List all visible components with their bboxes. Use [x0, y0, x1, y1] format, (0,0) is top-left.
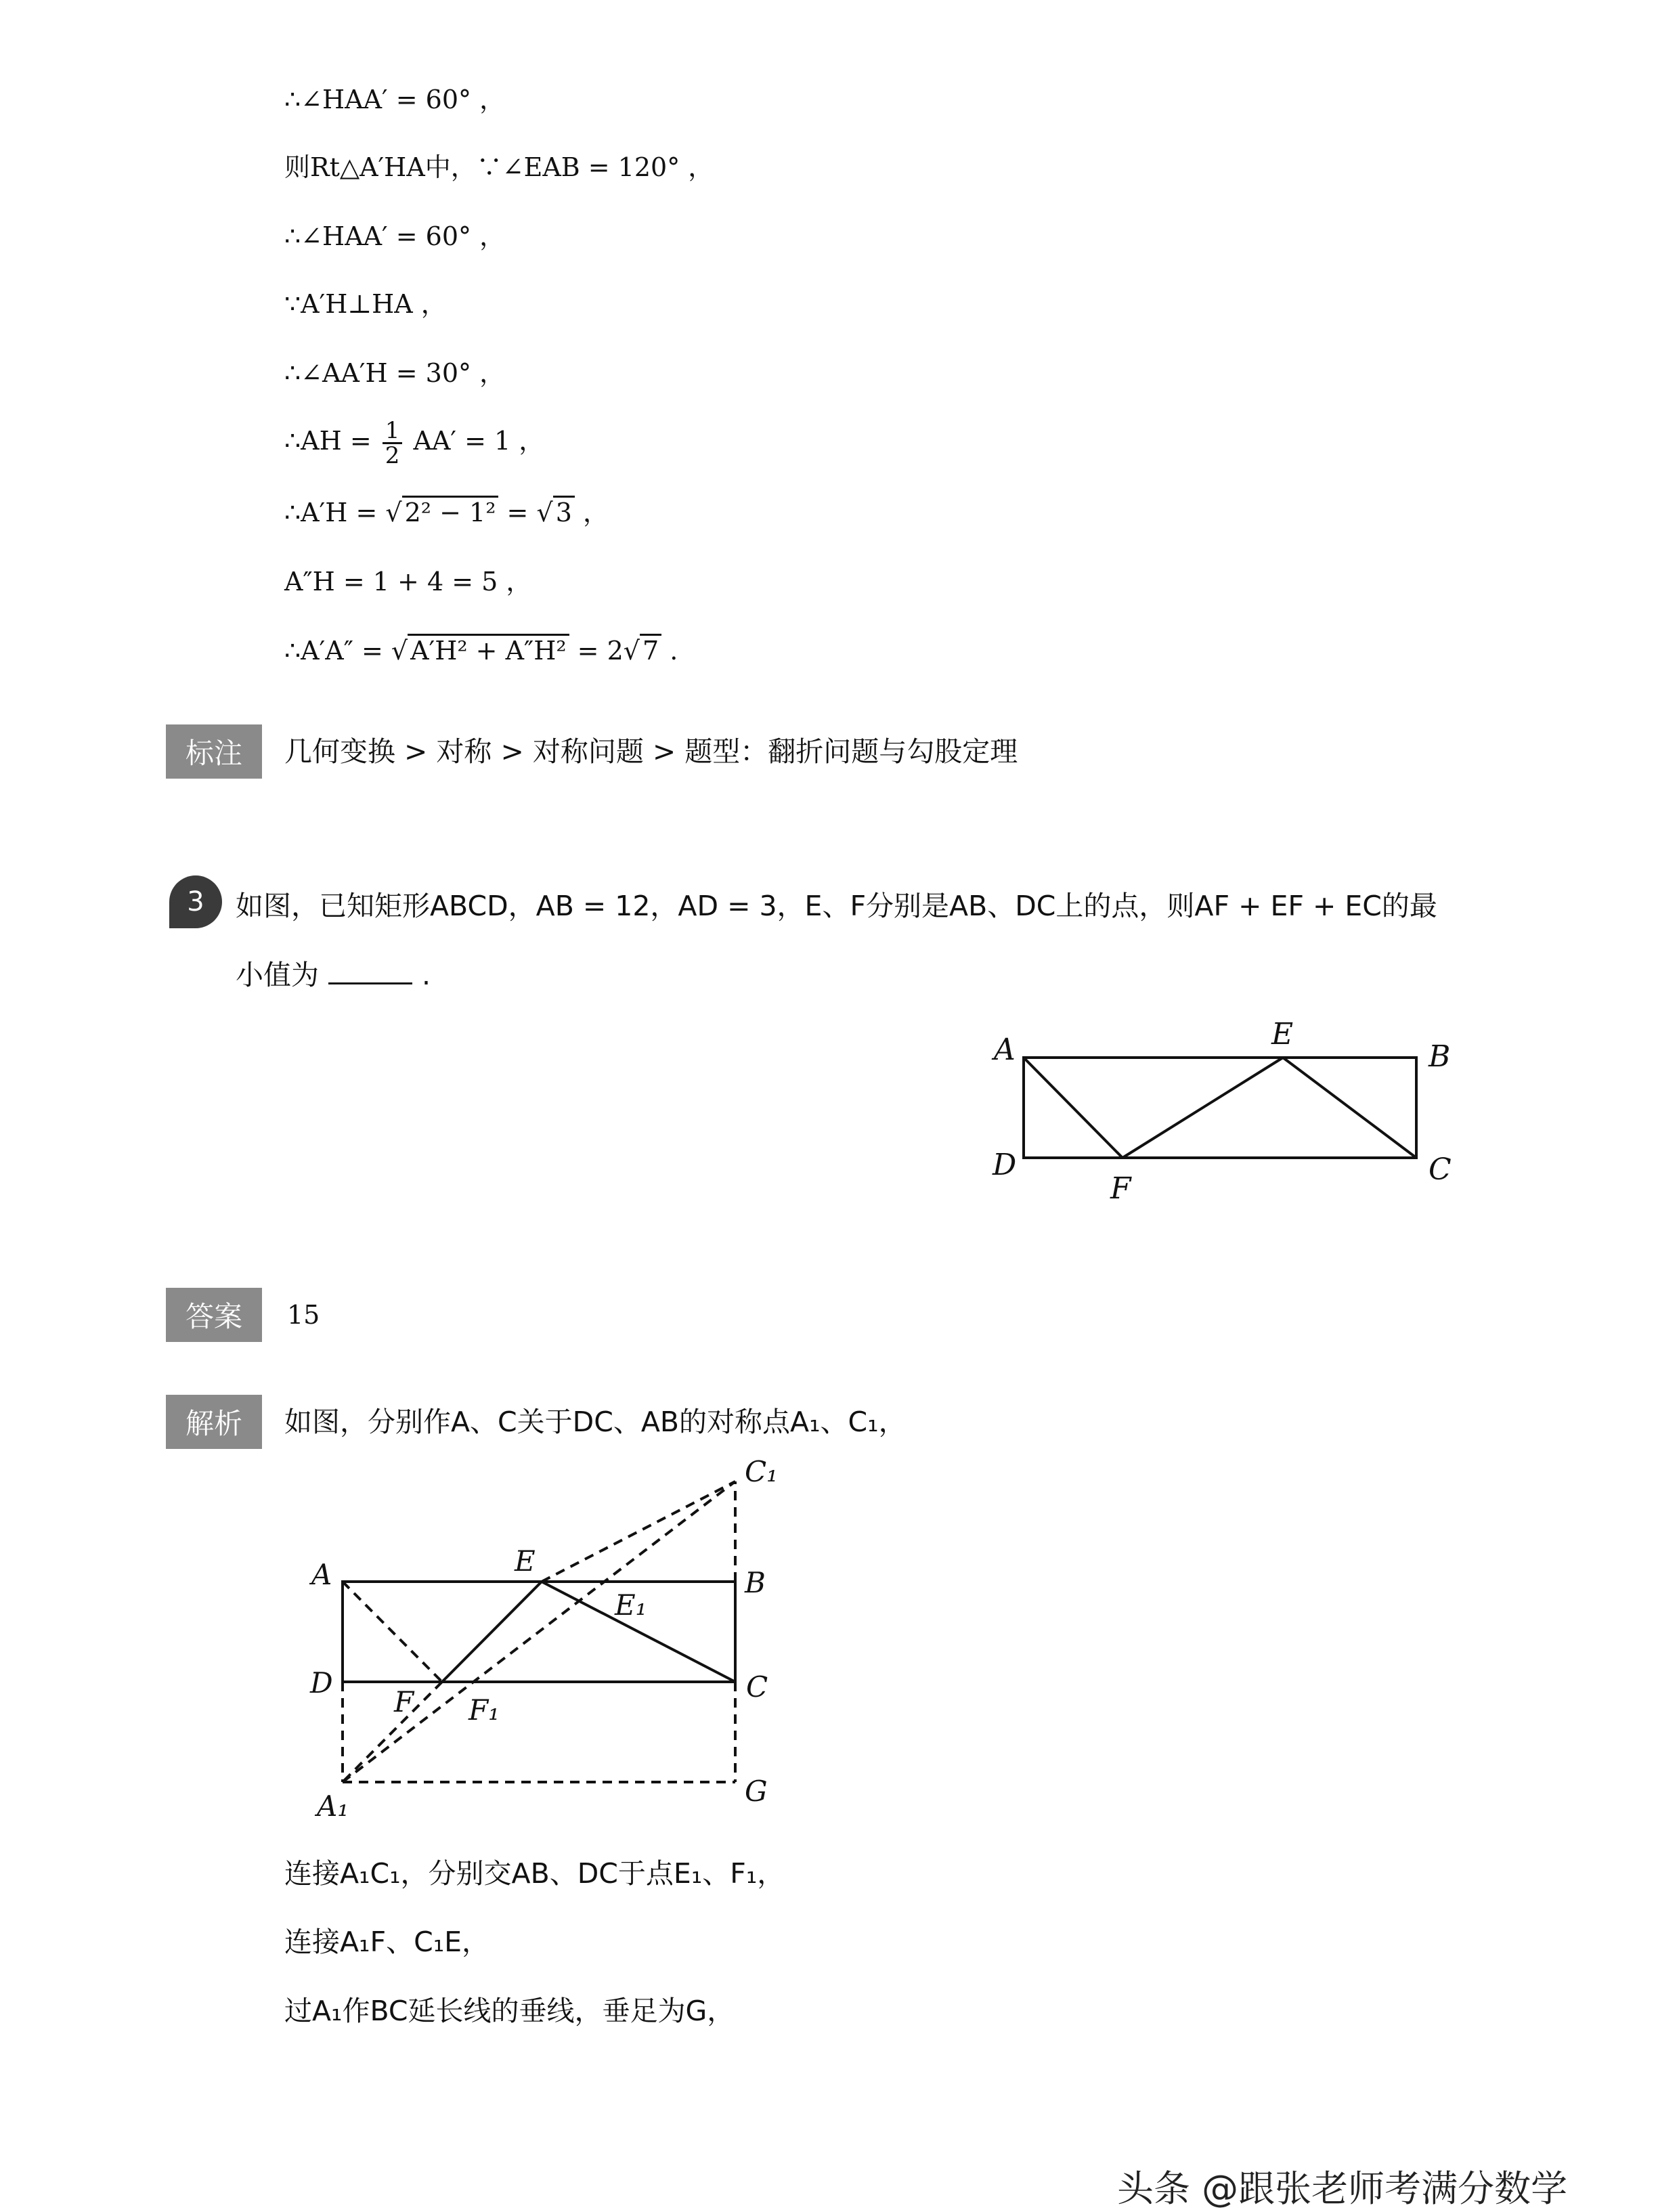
l9-radicand-1: A′H² + A″H² — [408, 634, 569, 666]
label-e-2: E — [515, 1544, 536, 1578]
sqrt-icon: √ — [536, 498, 553, 527]
solution-line-4: ∵A′H⊥HA ， — [284, 289, 447, 319]
l9-pre: ∴A′A″ = — [284, 636, 383, 666]
answer-blank — [328, 957, 412, 984]
sqrt-icon: √ — [623, 636, 640, 666]
label-e: E — [1271, 1017, 1294, 1051]
analysis-step-1: 连接A₁C₁，分别交AB、DC于点E₁、F₁， — [284, 1857, 785, 1890]
solution-line-3: ∴∠HAA′ = 60° ， — [284, 221, 506, 251]
label-b-2: B — [745, 1566, 766, 1599]
l9-mid: = 2 — [577, 636, 624, 666]
l7-mid: = — [506, 498, 529, 527]
question-line-2 — [236, 957, 431, 992]
l6-post: AA′ = 1 ， — [413, 426, 545, 456]
question-number-badge: 3 — [169, 875, 222, 928]
answer-value: 15 — [287, 1300, 320, 1330]
segment-ec1 — [542, 1481, 735, 1582]
analysis-step-3: 过A₁作BC延长线的垂线，垂足为G， — [284, 1995, 735, 2027]
label-c1: C₁ — [745, 1455, 778, 1488]
solution-line-5: ∴∠AA′H = 30° ， — [284, 358, 506, 388]
segment-fe-2 — [442, 1582, 542, 1682]
solution-line-2: 则Rt△A′HA中，∵∠EAB = 120° ， — [284, 152, 714, 182]
fraction-numerator: 1 — [383, 419, 403, 444]
sqrt-icon: √ — [391, 636, 408, 666]
analysis-step-2: 连接A₁F、C₁E， — [284, 1926, 490, 1958]
l7-radicand-2: 3 — [553, 496, 575, 527]
fraction-denominator: 2 — [385, 442, 400, 469]
note-tag: 标注 — [166, 724, 262, 779]
l6-pre: ∴AH = — [284, 426, 372, 456]
answer-tag: 答案 — [166, 1288, 262, 1342]
note-text: 几何变换 > 对称 > 对称问题 > 题型：翻折问题与勾股定理 — [284, 735, 1018, 768]
segment-a1c1 — [343, 1481, 735, 1782]
question-line-2-text: 小值为 — [236, 959, 319, 991]
figure-rectangle-abcd — [975, 1016, 1462, 1219]
rect-abcd — [1024, 1058, 1416, 1158]
segment-af-2 — [343, 1582, 442, 1682]
label-e1: E₁ — [615, 1588, 647, 1622]
question-line-2-end: . — [422, 959, 431, 991]
figure-reflection — [298, 1442, 812, 1821]
analysis-intro: 如图，分别作A、C关于DC、AB的对称点A₁、C₁， — [284, 1406, 907, 1438]
l7-post: ， — [582, 498, 609, 527]
label-a-2: A — [311, 1558, 332, 1591]
label-g: G — [745, 1775, 768, 1808]
solution-line-6 — [284, 410, 544, 471]
label-d-2: D — [310, 1666, 333, 1699]
segment-af — [1024, 1058, 1122, 1158]
label-a1: A₁ — [317, 1790, 349, 1821]
l7-radicand-1: 2² − 1² — [402, 496, 499, 527]
solution-line-8: A″H = 1 + 4 = 5 ， — [284, 567, 532, 597]
solution-line-9 — [284, 634, 678, 668]
label-f-2: F — [394, 1685, 414, 1718]
sqrt-icon: √ — [385, 498, 402, 527]
segment-ec — [1283, 1058, 1416, 1158]
l9-radicand-2: 7 — [640, 634, 661, 666]
watermark: 头条 @跟张老师考满分数学 — [1117, 2167, 1568, 2210]
label-a: A — [994, 1033, 1016, 1067]
segment-fe — [1122, 1058, 1283, 1158]
l7-pre: ∴A′H = — [284, 498, 378, 527]
label-b: B — [1429, 1039, 1451, 1074]
label-c: C — [1429, 1152, 1452, 1187]
solution-line-1: ∴∠HAA′ = 60° ， — [284, 85, 506, 114]
question-line-1: 如图，已知矩形ABCD，AB = 12，AD = 3，E、F分别是AB、DC上的点，则AF + EF + EC的最 — [236, 890, 1437, 922]
label-f1: F₁ — [468, 1693, 500, 1727]
segment-fa1 — [343, 1682, 442, 1782]
label-f: F — [1110, 1171, 1131, 1206]
label-c-2: C — [746, 1670, 768, 1704]
analysis-tag: 解析 — [166, 1395, 262, 1449]
label-d: D — [993, 1148, 1017, 1182]
fraction-half — [383, 419, 403, 467]
l9-post: . — [670, 636, 678, 666]
solution-line-7 — [284, 496, 609, 529]
